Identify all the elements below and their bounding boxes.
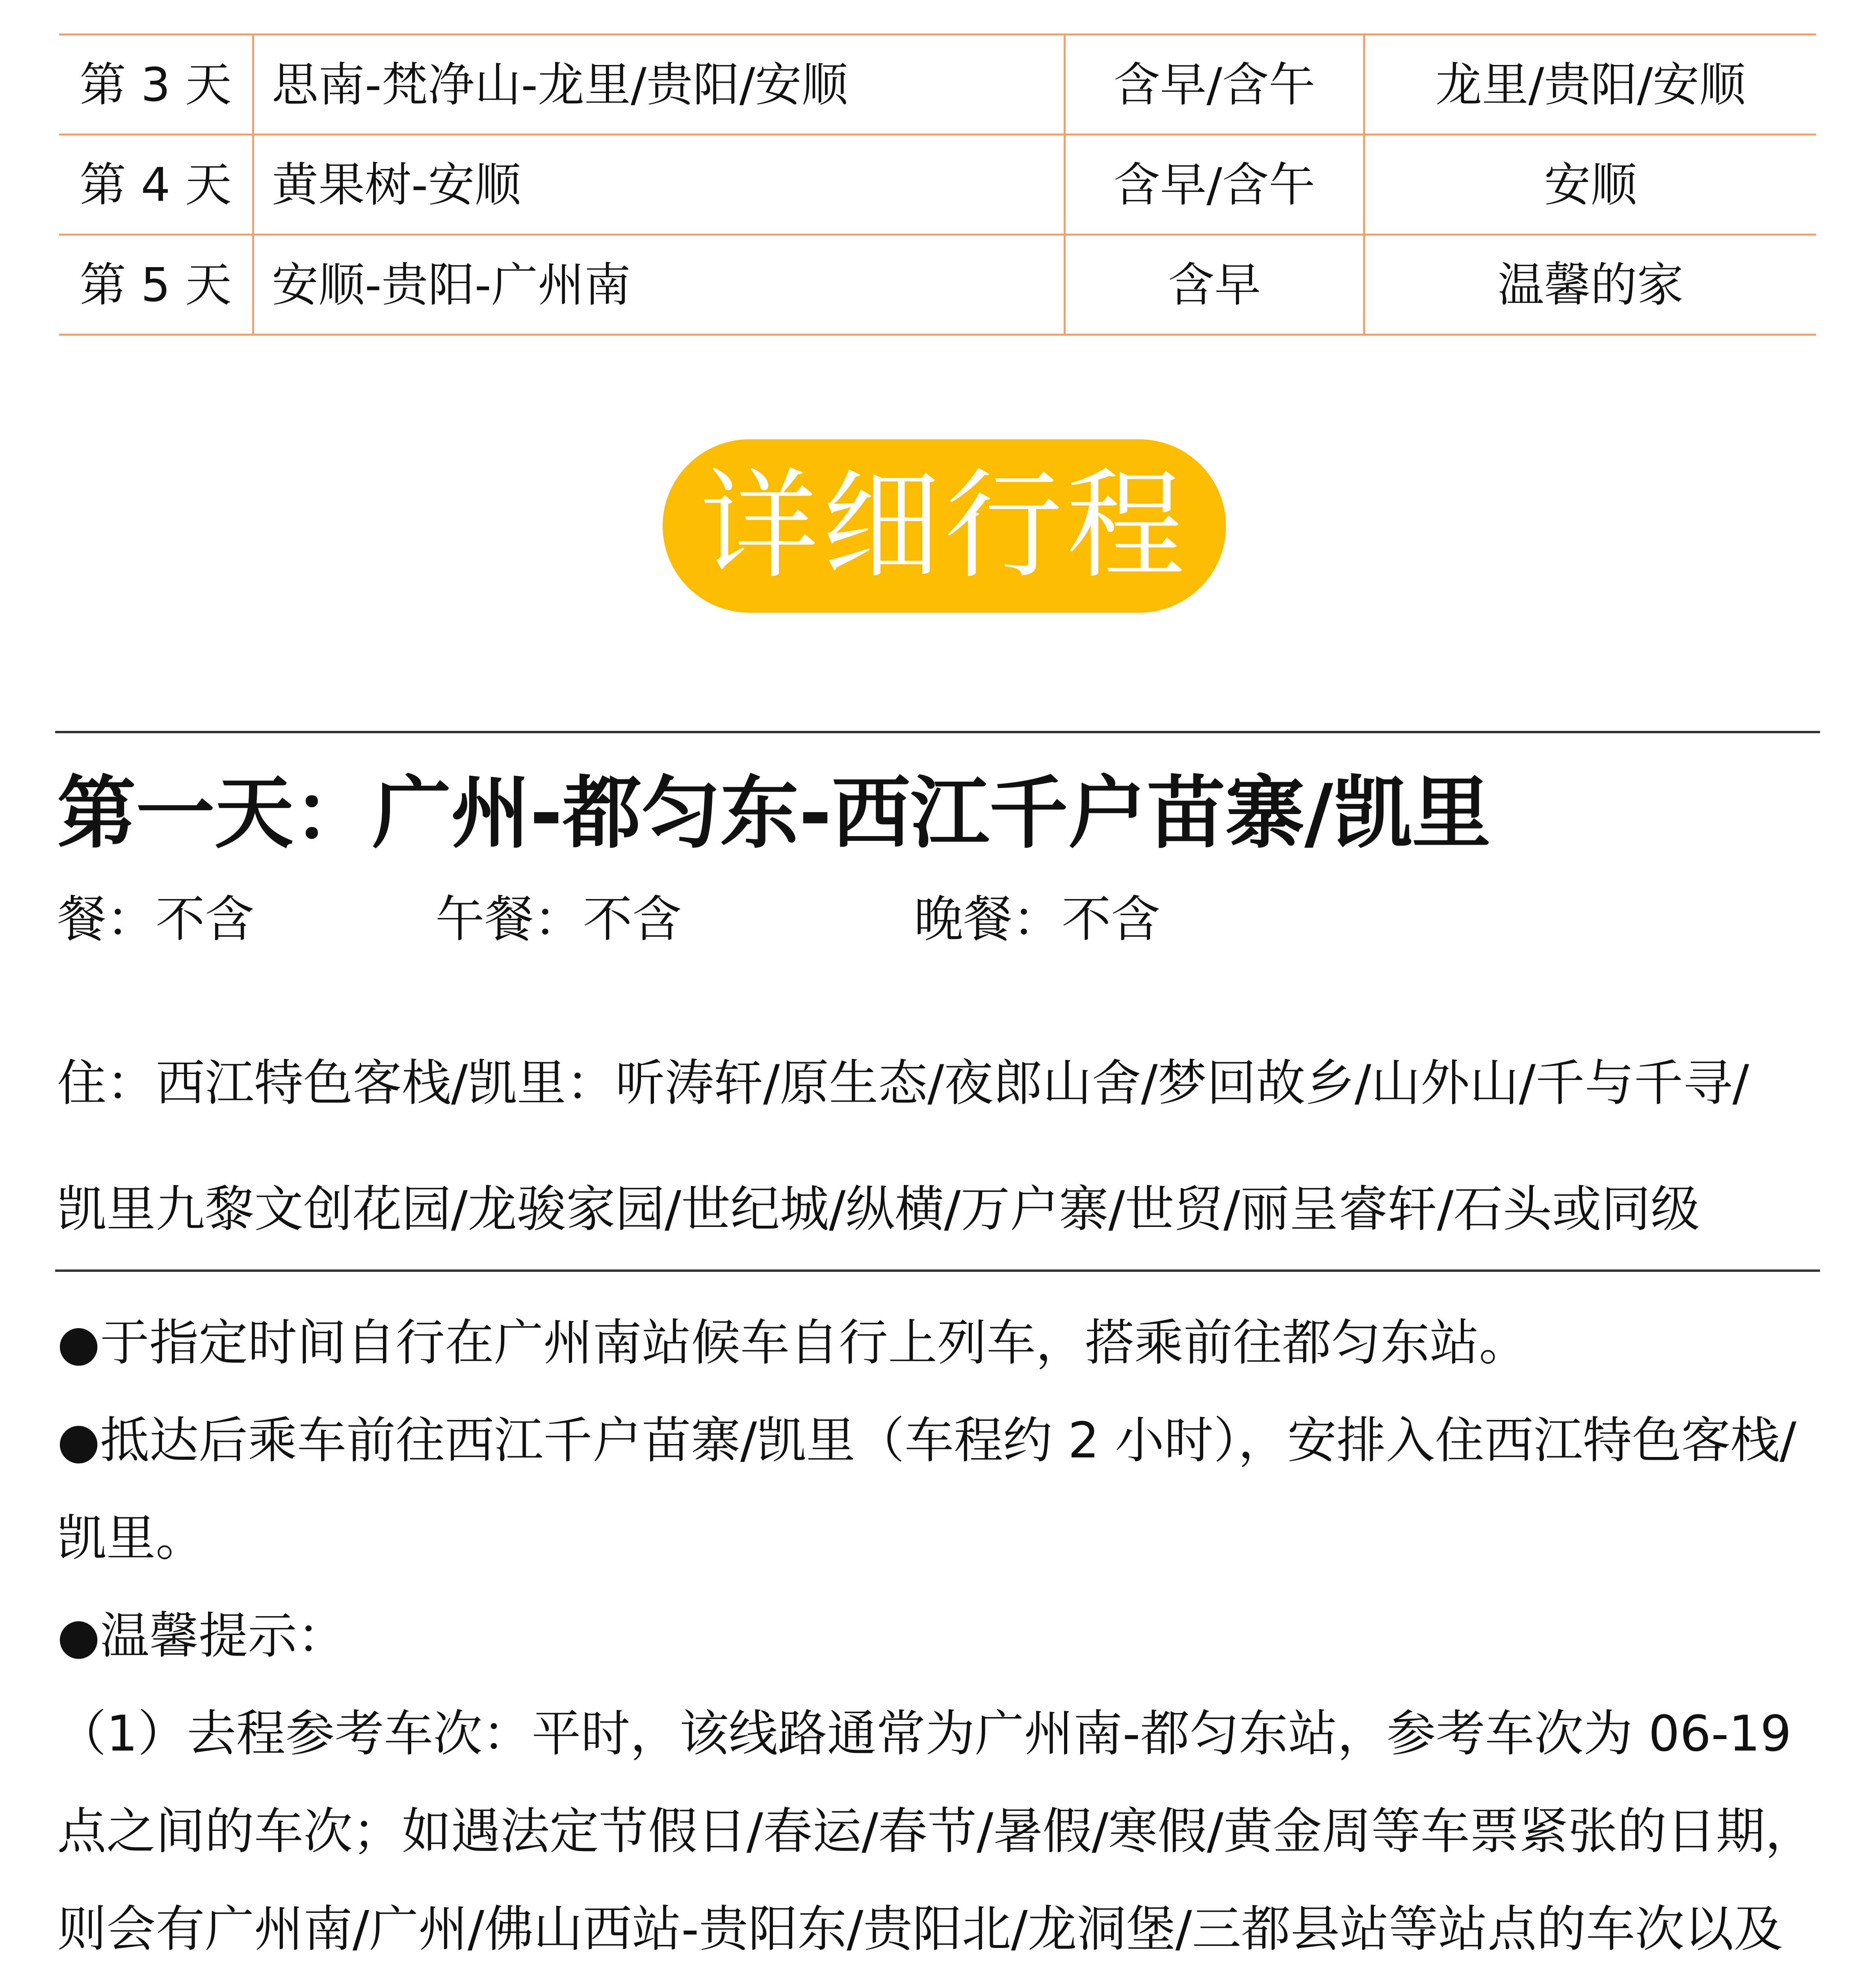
day-cell: 第 4 天: [59, 135, 253, 235]
day-title: 第一天：广州-都匀东-西江千户苗寨/凯里: [57, 768, 1491, 859]
detail-paragraph: ●抵达后乘车前往西江千户苗寨/凯里（车程约 2 小时），安排入住西江特色客栈/凯里。: [57, 1412, 1796, 1567]
route-cell: 思南-梵净山-龙里/贵阳/安顺: [253, 35, 1065, 135]
day-cell: 第 3 天: [59, 35, 253, 135]
lodging-line: 凯里九黎文创花园/龙骏家园/世纪城/纵横/万户寨/世贸/丽呈睿轩/石头或同级: [57, 1181, 1700, 1238]
lodging-info: [57, 1020, 1814, 1273]
schedule-table: [59, 33, 1816, 336]
dinner-info: 晚餐：不含: [914, 891, 1160, 948]
meals-cell: 含早/含午: [1065, 135, 1364, 235]
detail-paragraph: ●温馨提示：: [57, 1608, 347, 1665]
divider: [55, 731, 1820, 733]
hotel-cell: 安顺: [1364, 135, 1817, 235]
day-cell: 第 5 天: [59, 235, 253, 335]
lunch-info: 午餐：不含: [435, 891, 682, 948]
itinerary-details: [57, 1294, 1818, 1970]
divider: [55, 1269, 1820, 1272]
breakfast-info: 餐：不含: [57, 891, 254, 948]
table-row: [59, 235, 1816, 335]
meals-cell: 含早: [1065, 235, 1364, 335]
table-row: [59, 135, 1816, 235]
route-cell: 安顺-贵阳-广州南: [253, 235, 1065, 335]
detail-paragraph: （1）去程参考车次：平时，该线路通常为广州南-都匀东站，参考车次为 06-19 点之间的车次；如遇法定节假日/春运/春节/暑假/寒假/黄金周等车票紧张的日期，则会有广州南/广州/佛山西站-贵阳东/贵阳北/龙洞堡/三都县站等站点的车次以及: [57, 1705, 1815, 1958]
lodging-line: 住：西江特色客栈/凯里：听涛轩/原生态/夜郎山舍/梦回故乡/山外山/千与千寻/: [57, 1055, 1749, 1112]
detail-paragraph: ●于指定时间自行在广州南站候车自行上列车，搭乘前往都匀东站。: [57, 1314, 1529, 1372]
hotel-cell: 龙里/贵阳/安顺: [1364, 35, 1817, 135]
section-badge: 详细行程: [663, 439, 1226, 613]
route-cell: 黄果树-安顺: [253, 135, 1065, 235]
hotel-cell: 温馨的家: [1364, 235, 1817, 335]
table-row: [59, 35, 1816, 135]
meals-cell: 含早/含午: [1065, 35, 1364, 135]
